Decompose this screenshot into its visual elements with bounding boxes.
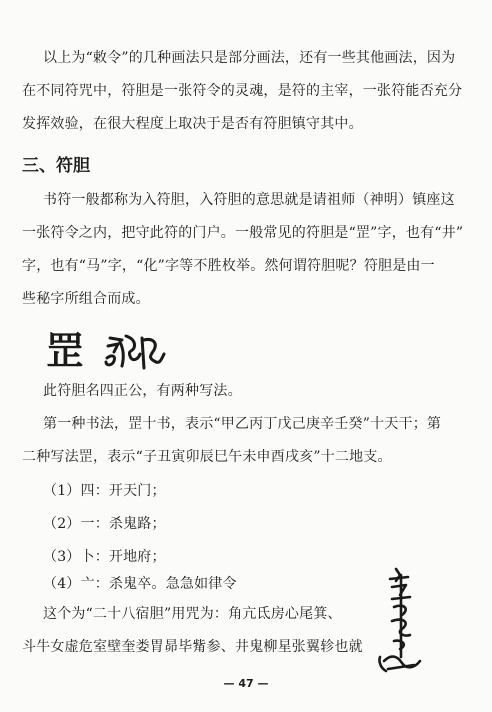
vertical-talisman-image <box>374 565 430 677</box>
section-heading: 三、符胆 <box>22 156 90 176</box>
list-item-4: （4）亠：杀鬼卒。急急如律令 <box>43 576 237 592</box>
paragraph-1-line-1: 以上为“敕令”的几种画法只是部分画法，还有一些其他画法，因为 <box>43 50 456 66</box>
list-item-1: （1）四：开天门； <box>43 483 166 499</box>
talisman-glyphs-image <box>44 328 174 372</box>
talisman-glyphs-drawing <box>44 328 174 372</box>
list-item-2: （2）一：杀鬼路； <box>43 516 166 532</box>
paragraph-3: 此符胆名四正公，有两种写法。 <box>43 383 242 399</box>
paragraph-4-line-1: 第一种书法，罡十书，表示“甲乙丙丁戊己庚辛壬癸”十天干；第 <box>43 416 442 432</box>
paragraph-5-line-2: 斗牛女虚危室壁奎娄胃昴毕觜参、井鬼柳星张翼轸也就 <box>22 639 363 655</box>
paragraph-1-line-2: 在不同符咒中，符胆是一张符令的灵魂，是符的主宰，一张符能否充分 <box>22 83 463 99</box>
vertical-talisman-drawing <box>374 565 430 677</box>
paragraph-1-line-3: 发挥效验，在很大程度上取决于是否有符胆镇守其中。 <box>22 116 363 132</box>
page-number: — 47 — <box>223 677 269 690</box>
paragraph-2-line-4: 些秘字所组合而成。 <box>22 291 150 307</box>
glyph-gang: 罡 <box>46 328 85 372</box>
paragraph-2-line-1: 书符一般都称为入符胆，入符胆的意思就是请祖师（神明）镇座这 <box>43 192 455 208</box>
paragraph-4-line-2: 二种写法罡，表示“子丑寅卯辰巳午未申酉戌亥”十二地支。 <box>22 449 392 465</box>
paragraph-5-line-1: 这个为“二十八宿胆”用咒为：角亢氐房心尾箕、 <box>43 606 342 622</box>
paragraph-2-line-2: 一张符令之内，把守此符的门户。一般常见的符胆是“罡”字，也有“井” <box>22 225 464 241</box>
list-item-3: （3）卜：开地府； <box>43 549 166 565</box>
glyph-cursive-talisman <box>106 336 164 368</box>
paragraph-2-line-3: 字，也有“马”字，“化”字等不胜枚举。然何谓符胆呢？符胆是由一 <box>22 258 435 274</box>
